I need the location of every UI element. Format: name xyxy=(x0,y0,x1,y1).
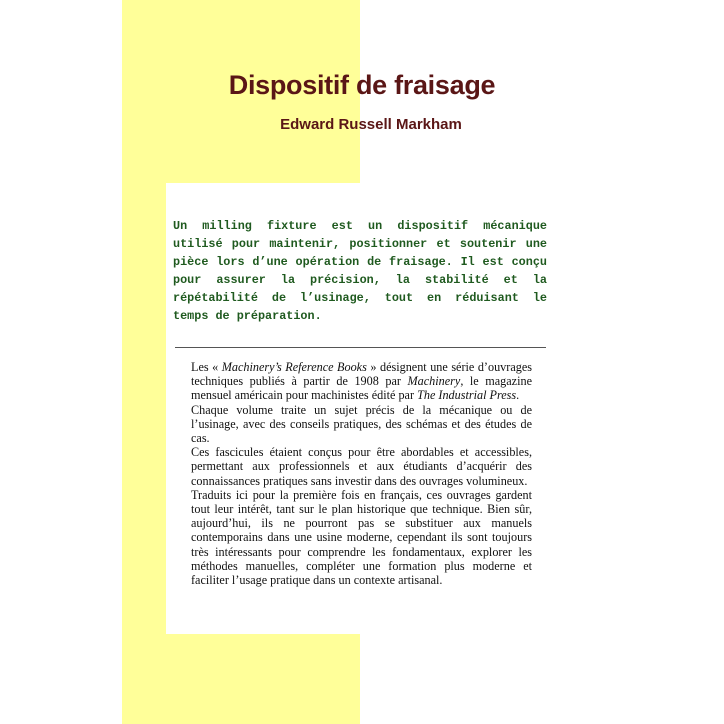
description-paragraph-3: Ces fascicules étaient conçus pour être abordables et accessibles, permettant aux professionnels et aux étudiants d’acquérir des connaissances pratiques sans investir dans des ouvrages volumineux. xyxy=(191,445,532,488)
publisher-name: Machinery xyxy=(407,374,461,389)
description-p1-mid2: , le magazine mensuel américain pour machinistes édité par xyxy=(191,374,532,403)
description-paragraph-2: Chaque volume traite un sujet précis de la mécanique ou de l’usinage, avec des conseils pratiques, des schémas et des études de cas. xyxy=(191,402,532,446)
description-paragraph-4: Traduits ici pour la première fois en français, ces ouvrages gardent tout leur intérêt, tant sur le plan historique que technique. Bien sûr, aujourd’hui, ils ne pourront pas se substituer aux manuels contemporains dans une usine moderne, cependant ils sont toujours très intéressants pour comprendre les fondamentaux, explorer les méthodes manuelles, compléter une formation plus moderne et faciliter l’usage pratique dans un contexte artisanal. xyxy=(191,487,532,588)
description-p1-mid: » désignent une série d’ouvrages techniques publiés à partir de 1908 par xyxy=(191,360,532,389)
series-name: Machinery’s Reference Books xyxy=(221,360,367,374)
book-title: Dispositif de fraisage xyxy=(228,70,496,100)
description-text xyxy=(191,360,532,587)
summary-paragraph: Un milling fixture est un dispositif mécanique utilisé pour maintenir, positionner et soutenir une pièce lors d’une opération de fraisage. Il est conçu pour assurer la précision, la stabilité et la répétabilité de l’usinage, tout en réduisant le temps de préparation. xyxy=(173,219,547,323)
description-p1-start: Les « xyxy=(191,360,222,374)
description-paragraph-1 xyxy=(191,360,532,403)
divider xyxy=(175,347,546,348)
book-author: Edward Russell Markham xyxy=(280,116,462,133)
press-name: The Industrial Press xyxy=(417,388,517,403)
description-p1-end: . xyxy=(516,388,520,403)
